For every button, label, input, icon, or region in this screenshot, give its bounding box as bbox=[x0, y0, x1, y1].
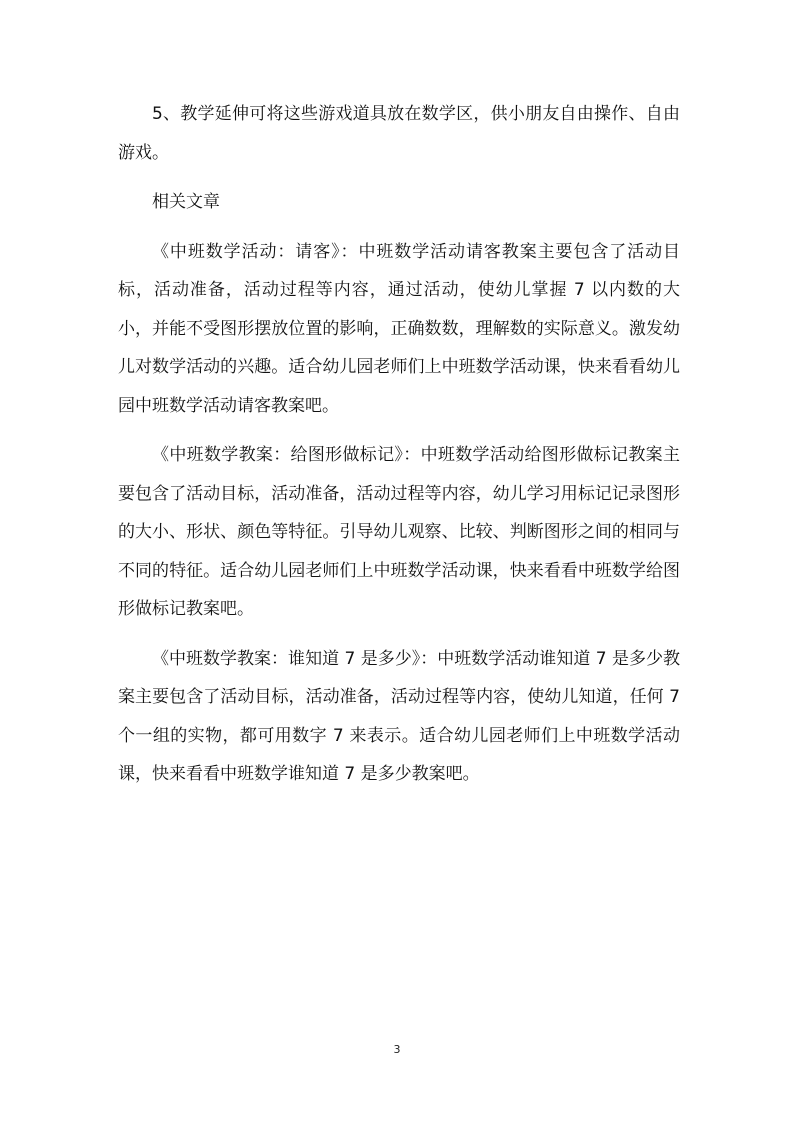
paragraph-related-article-2: 《中班数学教案：给图形做标记》：中班数学活动给图形做标记教案主要包含了活动目标，活动准备，活动过程等内容，幼儿学习用标记记录图形的大小、形状、颜色等特征。引导幼儿观察、比较、判断图形之间的相同与不同的特征。适合幼儿园老师们上中班数学活动课，快来看看中班数学给图形做标记教案吧。 bbox=[118, 445, 680, 619]
document-body bbox=[118, 95, 680, 805]
paragraph-related-article-1: 《中班数学活动：请客》：中班数学活动请客教案主要包含了活动目标，活动准备，活动过程等内容，通过活动，使幼儿掌握 7 以内数的大小，并能不受图形摆放位置的影响，正确数数，理解数的实际意义。激发幼儿对数学活动的兴趣。适合幼儿园老师们上中班数学活动课，快来看看幼儿园中班数学活动请客教案吧。 bbox=[118, 241, 680, 416]
page-number: 3 bbox=[393, 1043, 401, 1056]
paragraph-related-article-3: 《中班数学教案：谁知道 7 是多少》：中班数学活动谁知道 7 是多少教案主要包含了活动目标，活动准备，活动过程等内容，使幼儿知道，任何 7 个一组的实物，都可用数字 7 来表示。适合幼儿园老师们上中班数学活动课，快来看看中班数学谁知道 7 是多少教案吧。 bbox=[118, 648, 680, 784]
paragraph-teaching-extension: 5、教学延伸可将这些游戏道具放在数学区，供小朋友自由操作、自由游戏。 bbox=[118, 104, 680, 163]
related-articles-heading: 相关文章 bbox=[152, 192, 220, 212]
